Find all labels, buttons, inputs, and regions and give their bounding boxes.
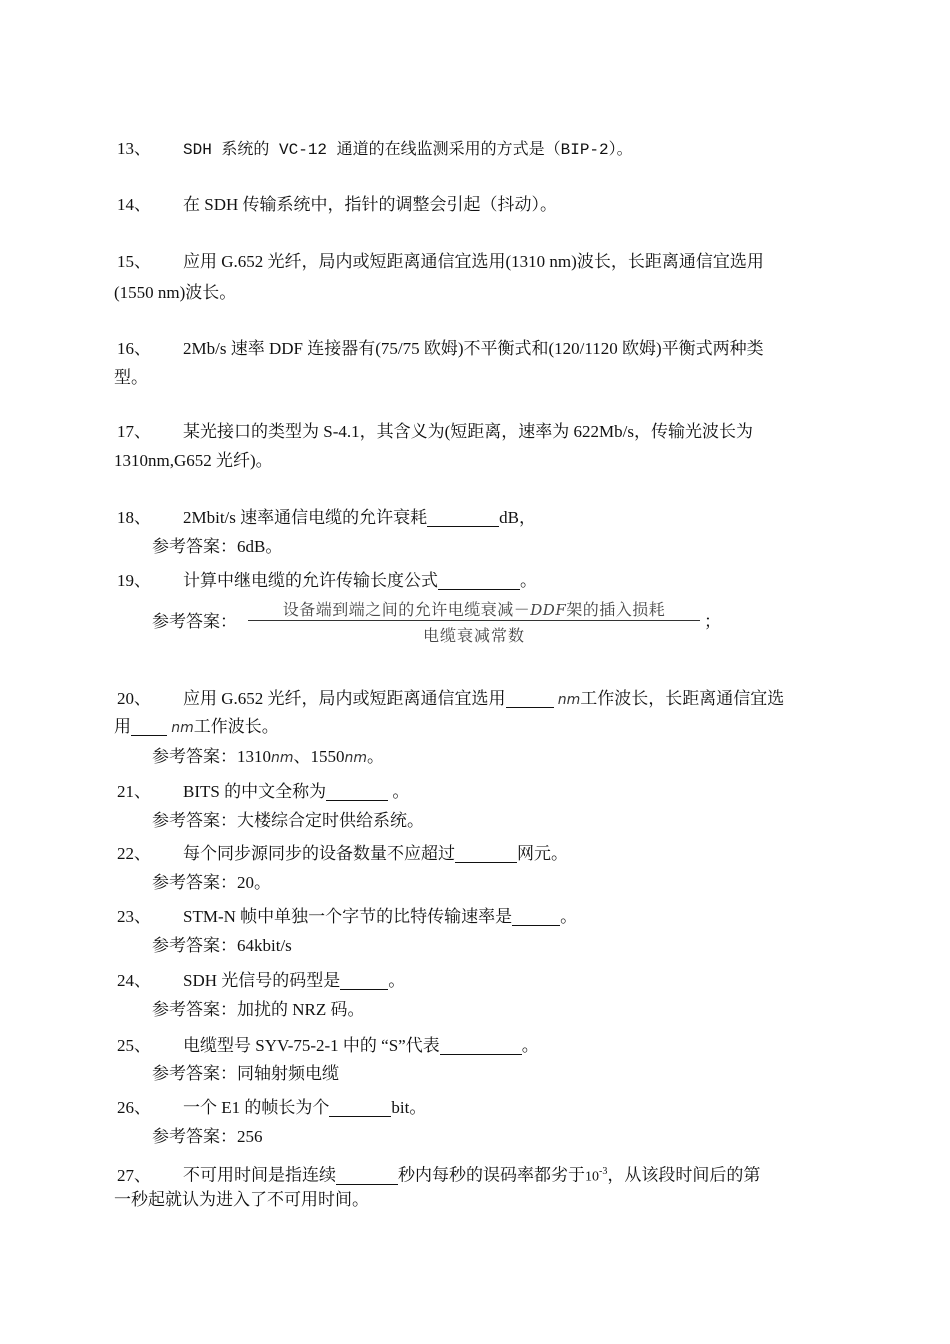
item-18: 18、 2Mbit/s 速率通信电缆的允许衰耗 dB， (117, 508, 536, 527)
answer-blank (329, 1098, 391, 1117)
answer-blank (440, 1036, 522, 1055)
answer-blank (506, 689, 554, 708)
answer-blank (427, 508, 499, 527)
answer-blank (336, 1166, 398, 1185)
item-18-answer: 参考答案：6dB。 (152, 537, 283, 556)
item-26: 26、 一个 E1 的帧长为个 bit。 (117, 1098, 427, 1117)
answer-blank (131, 717, 167, 736)
item-16-line2: 型。 (114, 368, 148, 387)
formula-numerator: 设备端到端之间的允许电缆衰减－DDF架的插入损耗 (282, 601, 666, 619)
fraction-bar (248, 620, 700, 621)
item-13: 13、 SDH 系统的 VC-12 通道的在线监测采用的方式是（BIP-2）。 (117, 139, 633, 159)
item-23-answer: 参考答案：64kbit/s (152, 936, 292, 955)
item-21: 21、 BITS 的中文全称为 。 (117, 782, 410, 801)
item-16-line1: 16、 2Mb/s 速率 DDF 连接器有(75/75 欧姆)不平衡式和(120/1120 欧姆)平衡式两种类 (117, 339, 764, 358)
item-17-line1: 17、 某光接口的类型为 S-4.1，其含义为(短距离，速率为 622Mb/s，传输光波长为 (117, 422, 753, 441)
item-19-answer-label: 参考答案： (152, 612, 237, 631)
item-20-line1: 20、 应用 G.652 光纤，局内或短距离通信宜选用 nm工作波长，长距离通信宜选 (117, 689, 785, 708)
item-15-line2: (1550 nm)波长。 (114, 283, 237, 302)
item-25-answer: 参考答案：同轴射频电缆 (152, 1064, 339, 1083)
item-23: 23、 STM-N 帧中单独一个字节的比特传输速率是 。 (117, 907, 578, 926)
answer-blank (455, 844, 517, 863)
item-24-answer: 参考答案：加扰的 NRZ 码。 (152, 1000, 365, 1019)
item-17-line2: 1310nm,G652 光纤)。 (114, 451, 273, 470)
item-21-answer: 参考答案：大楼综合定时供给系统。 (152, 811, 424, 830)
item-20-answer: 参考答案：1310nm、1550nm。 (152, 747, 385, 766)
answer-blank (438, 571, 520, 590)
item-22-answer: 参考答案：20。 (152, 873, 271, 892)
item-26-answer: 参考答案：256 (152, 1127, 263, 1146)
item-27-line1: 27、 不可用时间是指连续 秒内每秒的误码率都劣于$10^{-3}$，从该段时间后的第 (117, 1165, 761, 1185)
item-14: 14、 在 SDH 传输系统中，指针的调整会引起（抖动）。 (117, 195, 558, 214)
formula-denominator: 电缆衰减常数 (422, 628, 525, 645)
item-15-line1: 15、 应用 G.652 光纤，局内或短距离通信宜选用(1310 nm)波长，长距离通信宜选用 (117, 252, 764, 271)
answer-blank (512, 907, 560, 926)
formula-tail: ； (704, 612, 721, 631)
item-24: 24、 SDH 光信号的码型是 。 (117, 971, 406, 990)
item-27-line2: 一秒起就认为进入了不可用时间。 (114, 1190, 369, 1209)
item-20-line2: 用 nm工作波长。 (114, 717, 279, 736)
answer-blank (326, 782, 388, 801)
item-22: 22、 每个同步源同步的设备数量不应超过 网元。 (117, 844, 568, 863)
formula-fraction (248, 597, 700, 647)
item-19: 19、 计算中继电缆的允许传输长度公式 。 (117, 571, 537, 590)
item-25: 25、 电缆型号 SYV-75-2-1 中的 “S”代表 。 (117, 1036, 539, 1055)
answer-blank (340, 971, 388, 990)
